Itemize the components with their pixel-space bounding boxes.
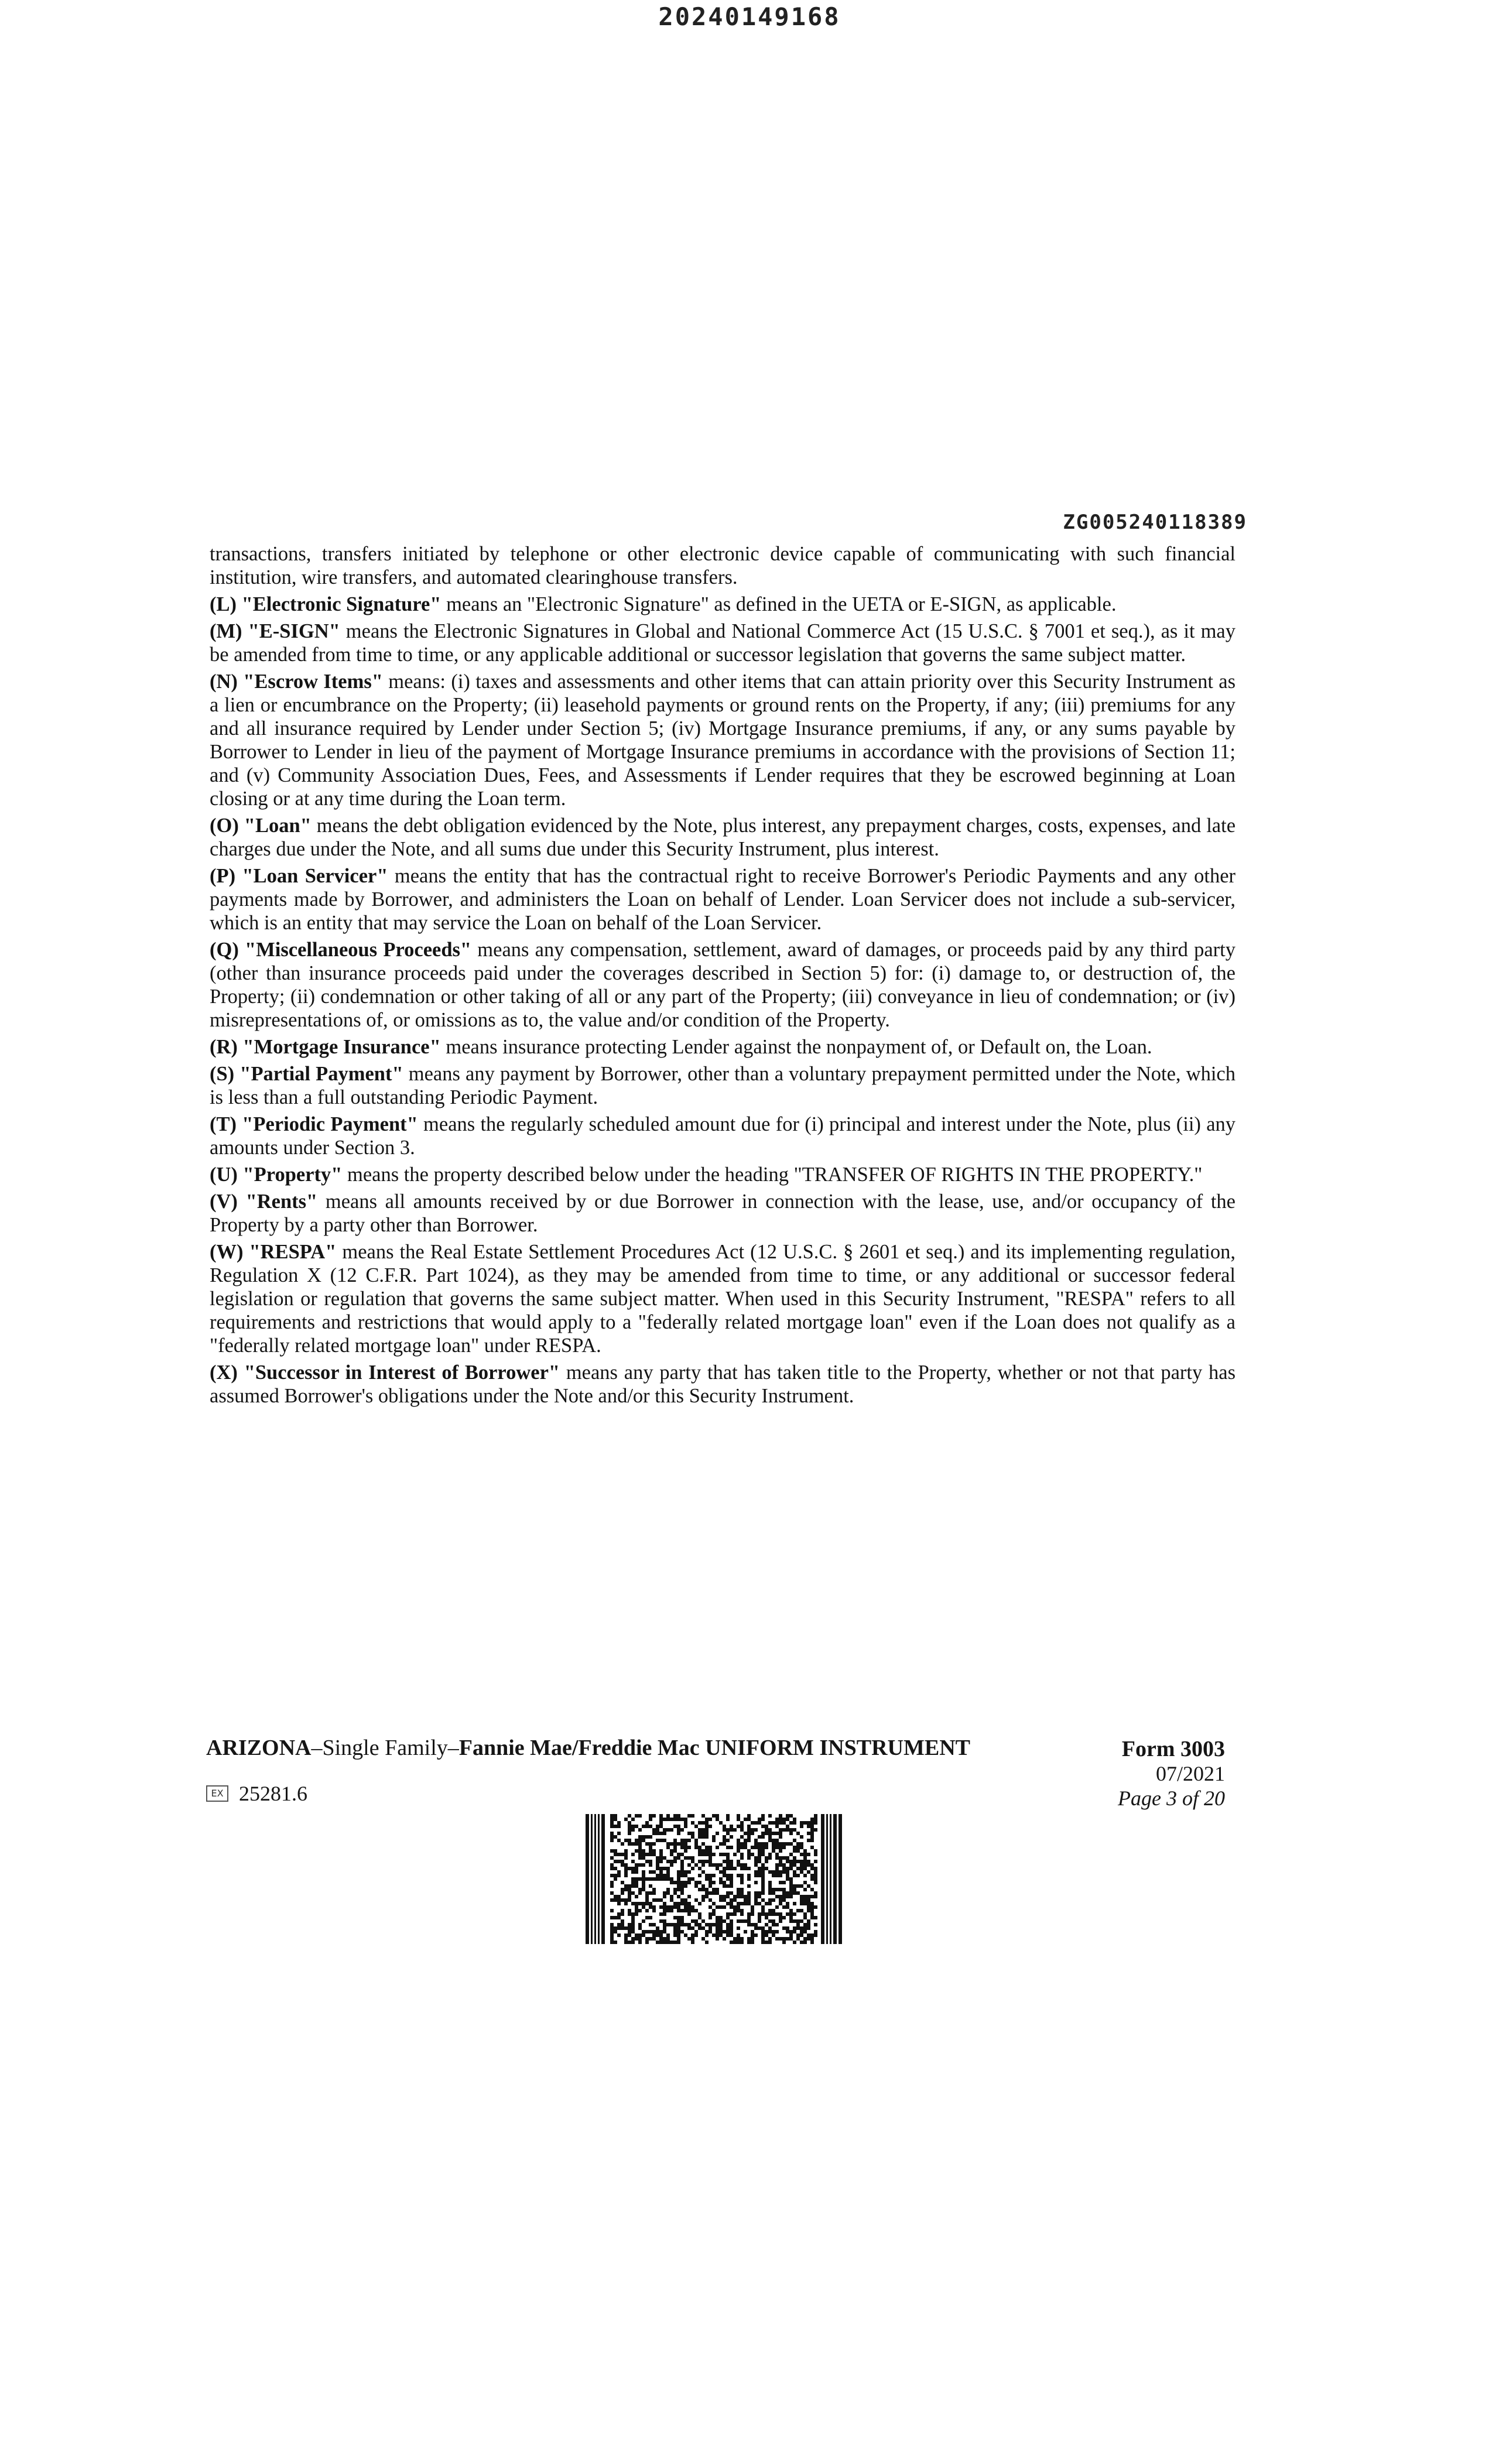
definition-text: means the property described below under the heading "TRANSFER OF RIGHTS IN THE PROPERTY."	[342, 1163, 1203, 1186]
intro-paragraph: transactions, transfers initiated by telephone or other electronic device capable of communicating with such financial institution, wire transfers, and automated clearinghouse transfers.	[210, 543, 1236, 588]
page-number: Page 3 of 20	[1118, 1787, 1225, 1810]
document-body	[210, 542, 1236, 1411]
definition-label: (P)	[210, 865, 236, 887]
definition-label: (N)	[210, 670, 238, 693]
footer-instrument-line	[206, 1734, 970, 1761]
footer-instrument: Fannie Mae/Freddie Mac UNIFORM INSTRUMENT	[458, 1736, 970, 1760]
definition-term: "Loan Servicer"	[242, 865, 388, 887]
definition-label: (Q)	[210, 939, 239, 961]
doc-code: 25281.6	[239, 1782, 307, 1805]
barcode-data-pattern	[610, 1814, 817, 1944]
definition-text: means the debt obligation evidenced by the Note, plus interest, any prepayment charges, costs, expenses, and late charges due under the Note, and all sums due under this Security Instrument, plus interest.	[210, 815, 1236, 860]
form-number: Form 3003	[1121, 1737, 1225, 1761]
definition-n	[210, 670, 1236, 810]
definition-text: means any compensation, settlement, award of damages, or proceeds paid by any third party (other than insurance proceeds paid under the coverages described in Section 5) for: (i) damage to, or destruction of, the Property; (ii) condemnation or other taking of all or any part of the Property; (iii) conveyance in lieu of condemnation; or (iv) misrepresentations of, or omissions as to, the value and/or condition of the Property.	[210, 939, 1236, 1031]
definition-text: means any payment by Borrower, other than a voluntary prepayment permitted under the Note, which is less than a full outstanding Periodic Payment.	[210, 1063, 1236, 1108]
definition-term: "Partial Payment"	[239, 1063, 403, 1085]
definition-label: (S)	[210, 1063, 235, 1085]
footer-form-info	[1118, 1737, 1225, 1811]
definition-text: means: (i) taxes and assessments and other items that can attain priority over this Security Instrument as a lien or encumbrance on the Property; (ii) leasehold payments or ground rents on the Property, if any; (iii) premiums for any and all insurance required by Lender under Section 5; (iv) Mortgage Insurance premiums, if any, or any sums payable by Borrower to Lender in lieu of the payment of Mortgage Insurance premiums in accordance with the provisions of Section 11; and (v) Community Association Dues, Fees, and Assessments if Lender requires that they be escrowed beginning at Loan closing or at any time during the Loan term.	[210, 670, 1236, 810]
barcode-start-pattern	[586, 1814, 605, 1944]
definition-s	[210, 1062, 1236, 1109]
definition-r	[210, 1035, 1236, 1059]
document-number: 20240149168	[658, 2, 841, 31]
document-code	[206, 1781, 307, 1806]
definition-label: (V)	[210, 1190, 238, 1213]
definition-v	[210, 1190, 1236, 1237]
definitions-list	[210, 593, 1236, 1408]
definition-term: "Mortgage Insurance"	[242, 1036, 441, 1058]
ex-logo-icon: EX	[206, 1785, 228, 1802]
definition-t	[210, 1113, 1236, 1159]
definition-label: (M)	[210, 620, 242, 642]
definition-u	[210, 1163, 1236, 1186]
definition-term: "Rents"	[245, 1190, 318, 1213]
form-date: 07/2021	[1155, 1762, 1225, 1785]
barcode-image	[586, 1814, 842, 1944]
definition-term: "E-SIGN"	[248, 620, 340, 642]
definition-term: "Successor in Interest of Borrower"	[244, 1361, 560, 1384]
definition-label: (W)	[210, 1241, 244, 1263]
definition-label: (L)	[210, 593, 237, 615]
definition-label: (U)	[210, 1163, 238, 1186]
definition-p	[210, 864, 1236, 935]
definition-term: "Escrow Items"	[243, 670, 383, 693]
definition-text: means all amounts received by or due Borrower in connection with the lease, use, and/or occupancy of the Property by a party other than Borrower.	[210, 1190, 1236, 1236]
definition-term: "RESPA"	[249, 1241, 337, 1263]
loan-id: ZG005240118389	[1063, 511, 1247, 534]
definition-text: means the regularly scheduled amount due for (i) principal and interest under the Note, plus (ii) any amounts under Section 3.	[210, 1113, 1236, 1159]
definition-term: "Property"	[242, 1163, 343, 1186]
footer-family-type: –Single Family–	[311, 1736, 459, 1760]
definition-l	[210, 593, 1236, 616]
definition-text: means an "Electronic Signature" as defined in the UETA or E-SIGN, as applicable.	[441, 593, 1117, 615]
barcode-stop-pattern	[821, 1814, 842, 1944]
definition-label: (R)	[210, 1036, 238, 1058]
definition-x	[210, 1361, 1236, 1408]
definition-text: means insurance protecting Lender against the nonpayment of, or Default on, the Loan.	[440, 1036, 1152, 1058]
definition-text: means the Real Estate Settlement Procedures Act (12 U.S.C. § 2601 et seq.) and its implementing regulation, Regulation X (12 C.F.R. Part 1024), as they may be amended from time to time, or any additional or successor federal legislation or regulation that governs the same subject matter. When used in this Security Instrument, "RESPA" refers to all requirements and restrictions that would apply to a "federally related mortgage loan" even if the Loan does not qualify as a "federally related mortgage loan" under RESPA.	[210, 1241, 1236, 1357]
definition-text: means the Electronic Signatures in Global and National Commerce Act (15 U.S.C. § 7001 et seq.), as it may be amended from time to time, or any applicable additional or successor legislation that governs the same subject matter.	[210, 620, 1236, 666]
footer-state: ARIZONA	[206, 1736, 312, 1760]
definition-label: (T)	[210, 1113, 237, 1135]
definition-term: "Miscellaneous Proceeds"	[245, 939, 472, 961]
definition-term: "Loan"	[244, 815, 312, 837]
definition-text: means any party that has taken title to the Property, whether or not that party has assumed Borrower's obligations under the Note and/or this Security Instrument.	[210, 1361, 1236, 1407]
definition-m	[210, 620, 1236, 666]
definition-term: "Periodic Payment"	[242, 1113, 418, 1135]
definition-term: "Electronic Signature"	[241, 593, 442, 615]
definition-label: (O)	[210, 815, 239, 837]
definition-text: means the entity that has the contractual right to receive Borrower's Periodic Payments and any other payments made by Borrower, and administers the Loan on behalf of Lender. Loan Servicer does not include a sub-servicer, which is an entity that may service the Loan on behalf of the Loan Servicer.	[210, 865, 1236, 934]
definition-o	[210, 814, 1236, 861]
definition-label: (X)	[210, 1361, 238, 1384]
definition-q	[210, 938, 1236, 1032]
definition-w	[210, 1240, 1236, 1357]
